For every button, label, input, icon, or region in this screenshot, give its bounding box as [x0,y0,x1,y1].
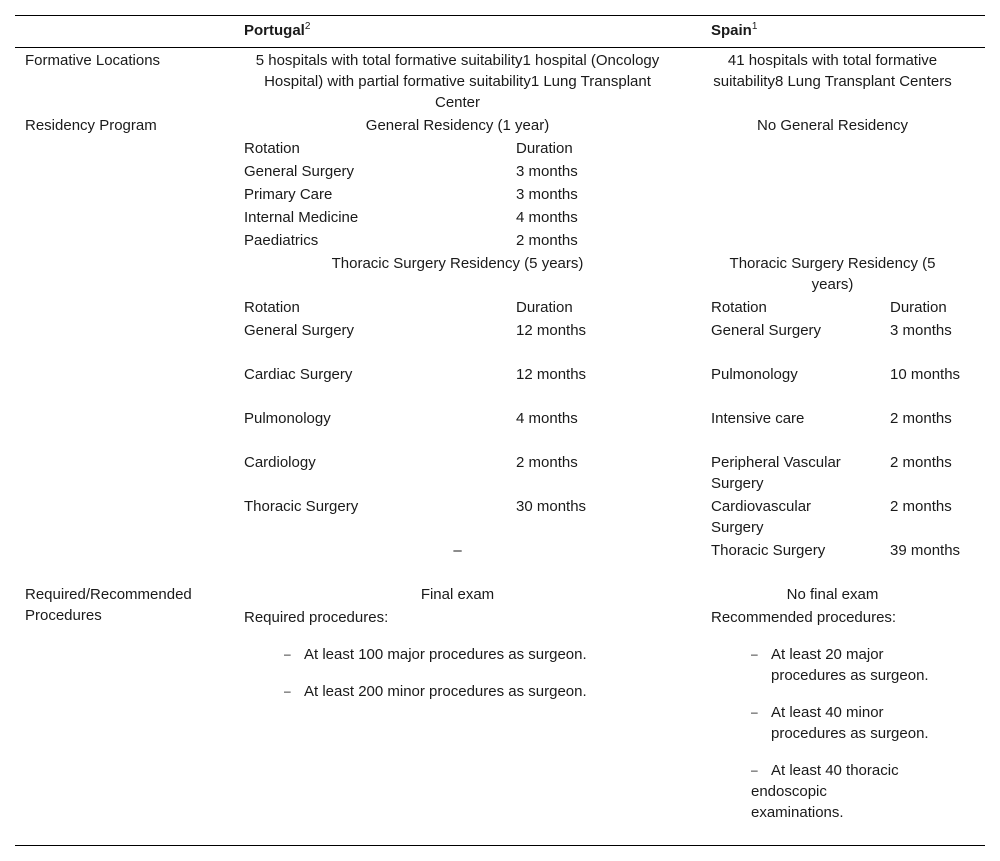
row-label-residency-program: Residency Program [25,117,157,134]
list-item-text: At least 100 major procedures as surgeon. [304,646,587,663]
table-row-duration: 12 months [516,322,587,339]
table-row-rotation: Internal Medicine [244,209,359,226]
header-spain: Spain$^1$ [711,21,758,39]
table-row-duration: 2 months [516,232,578,249]
table-row-rotation: Peripheral Vascular Surgery [711,454,841,492]
table-row-rotation: Thoracic Surgery [711,542,826,559]
table-row-duration: 3 months [890,322,952,339]
portugal-general-rotation-header: Rotation [244,140,300,157]
header-rule [15,47,985,48]
table-row-rotation: Primary Care [244,186,333,203]
table-row-duration: 2 months [890,410,952,427]
list-item-text: At least 20 major procedures as surgeon. [771,646,929,684]
table-row-duration: 4 months [516,209,578,226]
spain-procedures-title: Recommended procedures: [711,609,897,626]
portugal-empty-cell: – [453,542,462,559]
table-row-rotation: Thoracic Surgery [244,498,359,515]
table-row-rotation: Pulmonology [711,366,798,383]
table-row-rotation: General Surgery [711,322,822,339]
table-row-rotation: Pulmonology [244,410,331,427]
table-row-rotation: Cardiovascular Surgery [711,498,812,536]
table-row-duration: 10 months [890,366,961,383]
list-item [284,644,664,665]
table-row-duration: 4 months [516,410,578,427]
table-bottom-rule [15,845,985,846]
spain-thoracic-duration-header: Duration [890,299,947,316]
table-row-rotation: Intensive care [711,410,805,427]
row-label-formative-locations: Formative Locations [25,52,161,69]
table-row-rotation: General Surgery [244,322,355,339]
bullet-dash: – [751,647,758,661]
portugal-general-duration-header: Duration [516,140,573,157]
list-item [751,644,956,686]
bullet-dash: – [751,705,758,719]
portugal-thoracic-rotation-header: Rotation [244,299,300,316]
spain-thoracic-rotation-header: Rotation [711,299,767,316]
portugal-final-exam: Final exam [420,586,495,603]
table-row-duration: 39 months [890,542,961,559]
table-top-rule [15,15,985,16]
row-label-procedures: Required/Recommended Procedures [25,586,192,624]
list-item-text: At least 40 minor procedures as surgeon. [771,704,929,742]
table-row-duration: 2 months [890,498,952,515]
portugal-procedures-title: Required procedures: [244,609,389,626]
spain-formative-locations: 41 hospitals with total formative suitability8 Lung Transplant Centers [713,52,952,90]
spain-thoracic-residency-title: Thoracic Surgery Residency (5 years) [729,255,936,293]
list-item-text: At least 40 thoracic endoscopic examinations. [751,762,899,821]
table-row-rotation: Paediatrics [244,232,319,249]
spain-general-residency-title: No General Residency [757,117,908,134]
table-row-duration: 30 months [516,498,587,515]
list-item [751,702,956,744]
table-row-rotation: Cardiac Surgery [244,366,353,383]
table-row-duration: 12 months [516,366,587,383]
portugal-thoracic-residency-title: Thoracic Surgery Residency (5 years) [331,255,584,272]
bullet-dash: – [284,647,291,661]
table-row-duration: 3 months [516,186,578,203]
bullet-dash: – [284,684,291,698]
portugal-formative-locations: 5 hospitals with total formative suitability1 hospital (Oncology Hospital) with partial formative suitability1 Lung Transplant Center [255,52,660,111]
header-portugal: Portugal$^2$ [244,21,311,39]
portugal-thoracic-duration-header: Duration [516,299,573,316]
list-item-text: At least 200 minor procedures as surgeon. [304,683,587,700]
table-row-rotation: General Surgery [244,163,355,180]
comparison-table [15,15,985,846]
table-row-duration: 2 months [516,454,578,471]
table-row-duration: 2 months [890,454,952,471]
bullet-dash: – [751,763,758,777]
portugal-general-residency-title: General Residency (1 year) [365,117,550,134]
list-item [284,681,664,702]
table-row-duration: 3 months [516,163,578,180]
table-row-rotation: Cardiology [244,454,316,471]
list-item [751,760,921,823]
spain-final-exam: No final exam [786,586,879,603]
